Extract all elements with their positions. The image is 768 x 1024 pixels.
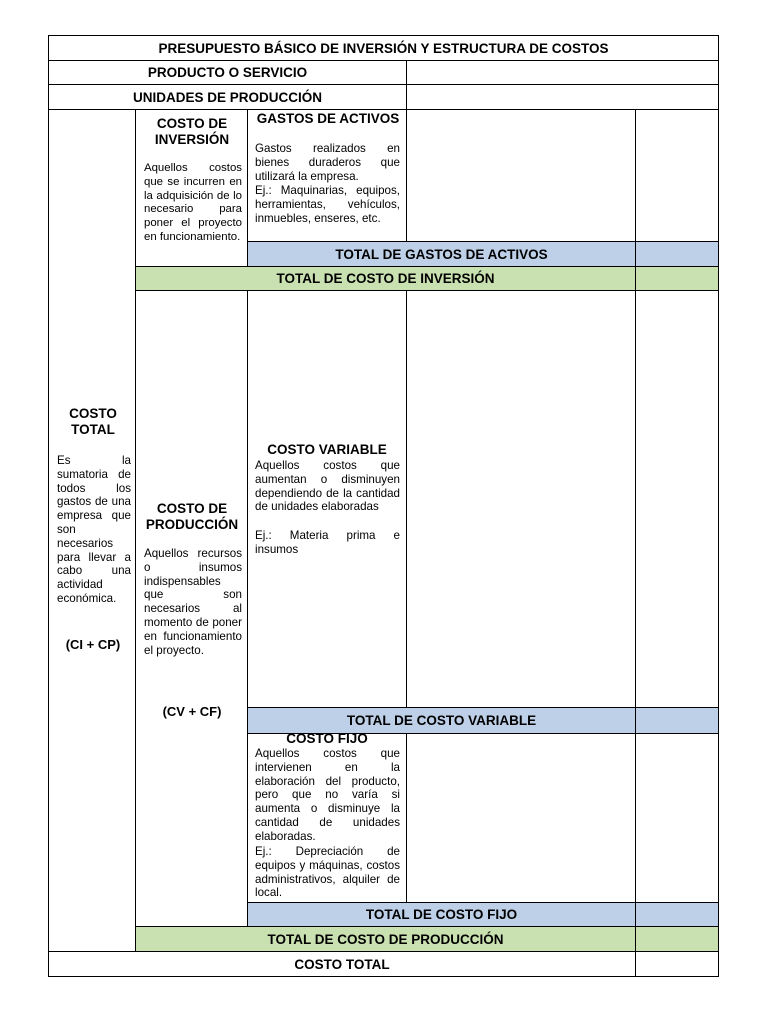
costo-total-row-label [48, 951, 636, 977]
costo-total-row-text: COSTO TOTAL [294, 956, 390, 972]
total-costo-fijo-amount[interactable] [635, 902, 719, 927]
costo-fijo-cell [247, 733, 407, 903]
costo-fijo-heading: COSTO FIJO [286, 731, 368, 746]
table-title [48, 35, 719, 61]
costo-variable-value-cell[interactable] [406, 290, 636, 708]
costo-inversion-heading: COSTO DE INVERSIÓN [154, 116, 230, 147]
total-costo-fijo-text: TOTAL DE COSTO FIJO [365, 907, 518, 922]
producto-label-cell [48, 60, 407, 85]
costo-produccion-description: Aquellos recursos o insumos indispensables que son necesarios al momento de poner en funcionamiento el proyecto. [144, 547, 242, 657]
total-costo-variable-label [247, 707, 636, 734]
total-gastos-activos-amount[interactable] [635, 241, 719, 267]
costo-variable-heading: COSTO VARIABLE [267, 442, 387, 457]
costo-variable-cell [247, 290, 407, 708]
costo-total-row-amount[interactable] [635, 951, 719, 977]
total-costo-variable-amount[interactable] [635, 707, 719, 734]
costo-produccion-formula: (CV + CF) [162, 704, 222, 719]
costo-variable-example: Ej.: Materia prima e insumos [255, 529, 400, 556]
total-costo-variable-text: TOTAL DE COSTO VARIABLE [346, 713, 537, 728]
table-title-text: PRESUPUESTO BÁSICO DE INVERSIÓN Y ESTRUCTURA DE COSTOS [158, 40, 609, 56]
producto-value-cell[interactable] [406, 60, 719, 85]
costo-total-cell [48, 109, 136, 952]
costo-total-formula: (CI + CP) [65, 637, 121, 652]
gastos-activos-cell [247, 109, 407, 242]
gastos-activos-amount-cell[interactable] [635, 109, 719, 242]
total-costo-inversion-label [135, 266, 636, 291]
costo-total-heading: COSTO TOTAL [69, 406, 117, 437]
unidades-label-cell [48, 84, 407, 110]
gastos-activos-example: Ej.: Maquinarias, equipos, herramientas, vehículos, inmuebles, enseres, etc. [255, 184, 400, 225]
total-costo-produccion-label [135, 926, 636, 952]
costo-variable-amount-cell[interactable] [635, 290, 719, 708]
costo-inversion-description: Aquellos costos que se incurren en la adquisición de lo necesario para poner el proyecto en funcionamiento. [144, 162, 242, 243]
costo-fijo-value-cell[interactable] [406, 733, 636, 903]
costo-fijo-description: Aquellos costos que intervienen en la elaboración del producto, pero que no varía si aumenta o disminuye la cantidad de unidades elaboradas. [255, 747, 400, 843]
total-gastos-activos-text: TOTAL DE GASTOS DE ACTIVOS [335, 246, 548, 262]
costo-fijo-example: Ej.: Depreciación de equipos y máquinas, costos administrativos, alquiler de local. [255, 845, 400, 900]
total-costo-inversion-amount[interactable] [635, 266, 719, 291]
gastos-activos-heading: GASTOS DE ACTIVOS [256, 111, 400, 126]
costo-total-description: Es la sumatoria de todos los gastos de una empresa que son necesarios para llevar a cabo una actividad económica. [57, 454, 131, 605]
unidades-value-cell[interactable] [406, 84, 719, 110]
total-costo-fijo-label [247, 902, 636, 927]
costo-produccion-cell [135, 290, 248, 927]
unidades-label: UNIDADES DE PRODUCCIÓN [132, 89, 322, 105]
costo-inversion-cell [135, 109, 248, 267]
gastos-activos-value-cell[interactable] [406, 109, 636, 242]
producto-label: PRODUCTO O SERVICIO [147, 65, 308, 80]
total-gastos-activos-label [247, 241, 636, 267]
gastos-activos-description: Gastos realizados en bienes duraderos que utilizará la empresa. [255, 142, 400, 183]
costo-fijo-amount-cell[interactable] [635, 733, 719, 903]
total-costo-inversion-text: TOTAL DE COSTO DE INVERSIÓN [276, 271, 495, 286]
total-costo-produccion-text: TOTAL DE COSTO DE PRODUCCIÓN [267, 931, 504, 947]
costo-produccion-heading: COSTO DE PRODUCCIÓN [145, 501, 239, 532]
total-costo-produccion-amount[interactable] [635, 926, 719, 952]
costo-variable-description: Aquellos costos que aumentan o disminuyen dependiendo de la cantidad de unidades elaboradas [255, 459, 400, 514]
